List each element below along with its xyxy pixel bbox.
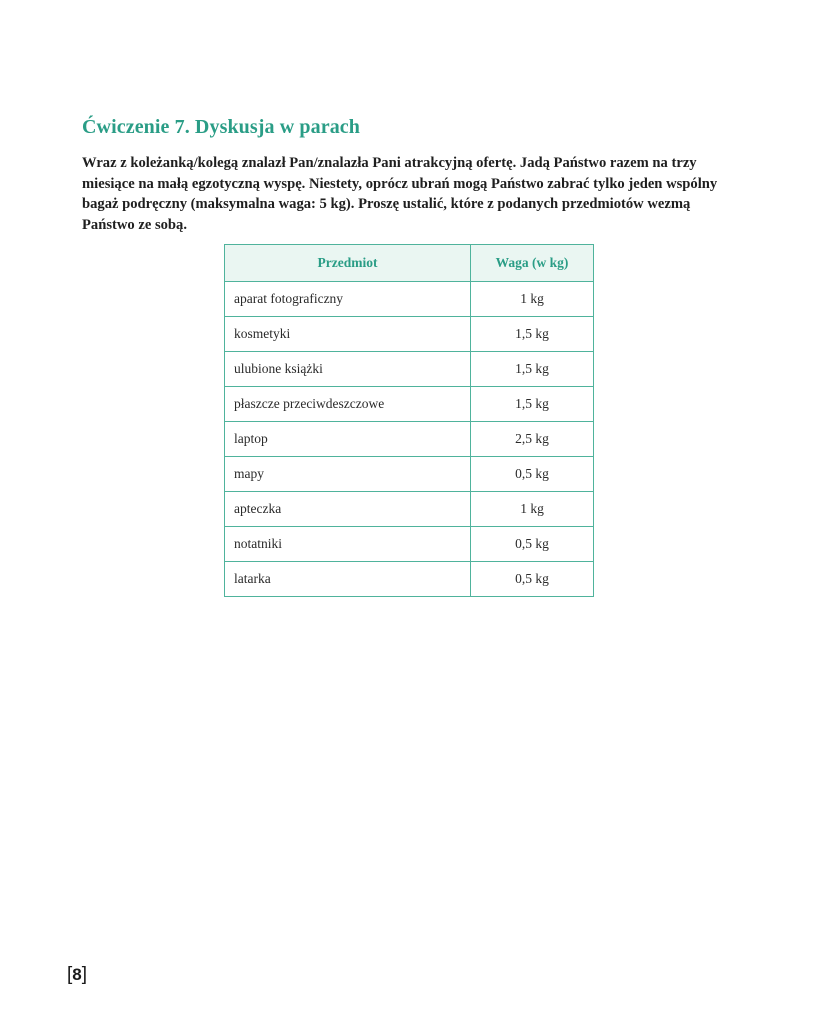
- table-row: [225, 282, 594, 317]
- item-weight-cell: 1,5 kg: [471, 387, 594, 422]
- item-weight-cell: 1,5 kg: [471, 317, 594, 352]
- item-name-cell: ulubione książki: [225, 352, 471, 387]
- table-row: [225, 492, 594, 527]
- table-row: [225, 387, 594, 422]
- table-row: [225, 422, 594, 457]
- page-number-bracket-open: [: [67, 964, 73, 985]
- item-name-cell: mapy: [225, 457, 471, 492]
- item-name-cell: apteczka: [225, 492, 471, 527]
- table-row: [225, 352, 594, 387]
- exercise-title: Ćwiczenie 7. Dyskusja w parach: [82, 116, 360, 138]
- item-weight-cell: 0,5 kg: [471, 562, 594, 597]
- header-weight: Waga (w kg): [471, 245, 594, 282]
- item-name-cell: laptop: [225, 422, 471, 457]
- table-row: [225, 457, 594, 492]
- items-weight-table: [224, 244, 594, 597]
- item-name-cell: aparat fotograficzny: [225, 282, 471, 317]
- item-weight-cell: 1,5 kg: [471, 352, 594, 387]
- table-header-row: [225, 245, 594, 282]
- item-name-cell: notatniki: [225, 527, 471, 562]
- item-name-cell: płaszcze przeciwdeszczowe: [225, 387, 471, 422]
- item-name-cell: kosmetyki: [225, 317, 471, 352]
- item-weight-cell: 0,5 kg: [471, 527, 594, 562]
- table-row: [225, 317, 594, 352]
- page-number-value: 8: [72, 965, 82, 984]
- item-weight-cell: 2,5 kg: [471, 422, 594, 457]
- exercise-instructions: Wraz z koleżanką/kolegą znalazł Pan/znalazła Pani atrakcyjną ofertę. Jadą Państwo razem na trzy miesiące na małą egzotyczną wyspę. Niestety, oprócz ubrań mogą Państwo zabrać tylko jeden wspólny bagaż podręczny (maksymalna waga: 5 kg). Proszę ustalić, które z podanych przedmiotów wezmą Państwo ze sobą.: [82, 155, 718, 233]
- header-item: Przedmiot: [225, 245, 471, 282]
- table-row: [225, 527, 594, 562]
- item-weight-cell: 1 kg: [471, 492, 594, 527]
- item-weight-cell: 1 kg: [471, 282, 594, 317]
- page-number-bracket-close: ]: [81, 964, 88, 985]
- table-row: [225, 562, 594, 597]
- item-weight-cell: 0,5 kg: [471, 457, 594, 492]
- item-name-cell: latarka: [225, 562, 471, 597]
- page-number: [67, 964, 87, 986]
